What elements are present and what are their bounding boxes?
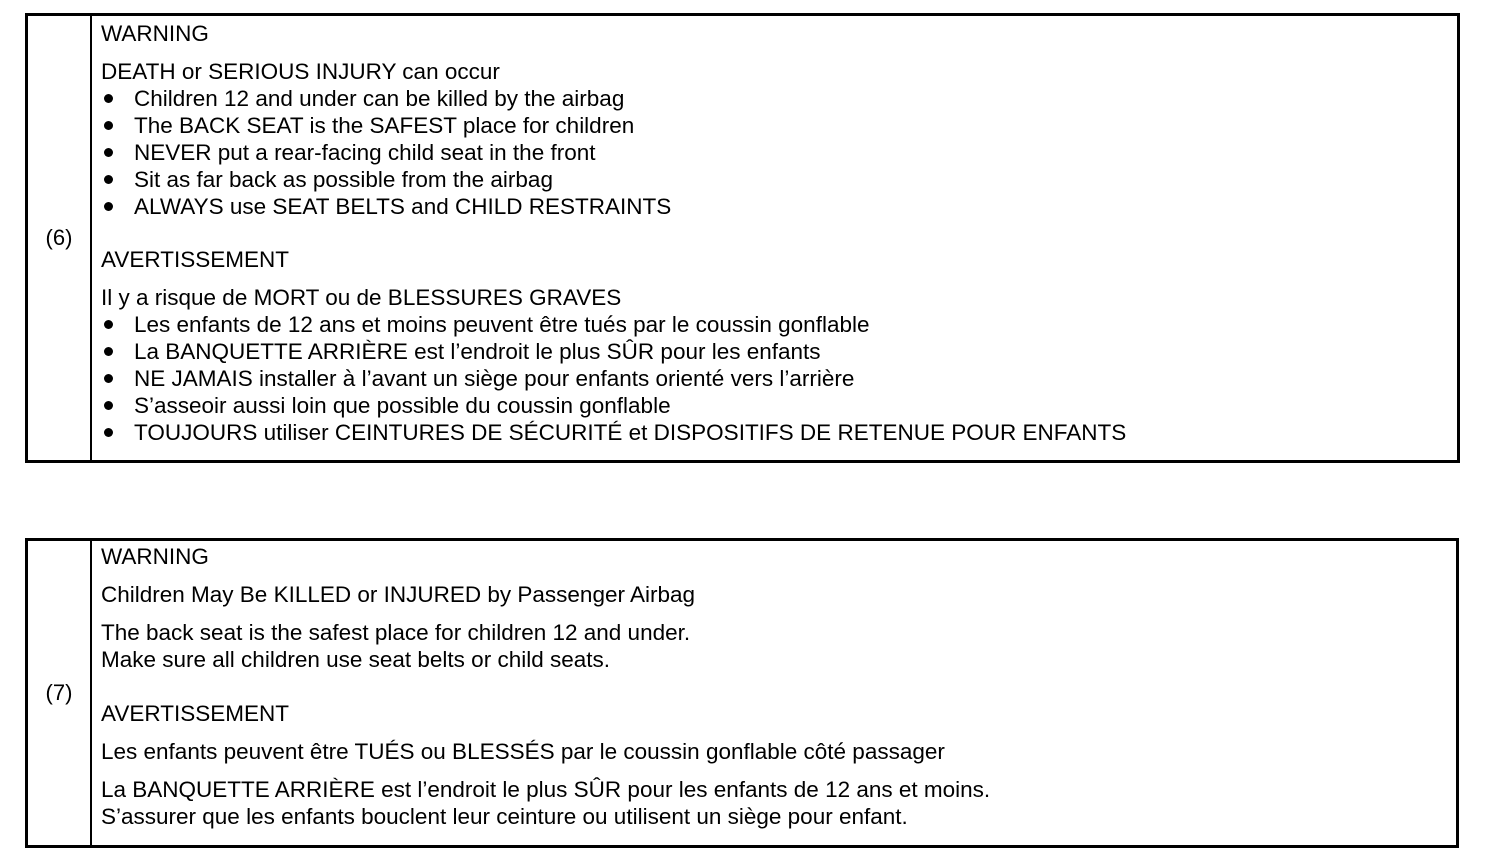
- bullet-item: NEVER put a rear-facing child seat in the front: [101, 139, 1457, 166]
- avertissement-heading: AVERTISSEMENT: [101, 247, 289, 272]
- warning-line: The back seat is the safest place for children 12 and under.: [101, 620, 691, 645]
- bullet-item: The BACK SEAT is the SAFEST place for children: [101, 112, 1457, 139]
- bullet-item: NE JAMAIS installer à l’avant un siège pour enfants orienté vers l’arrière: [101, 365, 1457, 392]
- avertissement-line: La BANQUETTE ARRIÈRE est l’endroit le plus SÛR pour les enfants de 12 ans et moins.: [101, 777, 991, 802]
- bullet-item: TOUJOURS utiliser CEINTURES DE SÉCURITÉ et DISPOSITIFS DE RETENUE POUR ENFANTS: [101, 419, 1457, 446]
- warning-subheading: DEATH or SERIOUS INJURY can occur: [101, 59, 500, 84]
- bullet-item: ALWAYS use SEAT BELTS and CHILD RESTRAINTS: [101, 193, 1457, 220]
- label-text-content: [92, 16, 1457, 460]
- avertissement-heading: AVERTISSEMENT: [101, 701, 289, 726]
- bullet-item: Les enfants de 12 ans et moins peuvent être tués par le coussin gonflable: [101, 311, 1457, 338]
- bullet-item: Children 12 and under can be killed by the airbag: [101, 85, 1457, 112]
- label-number: (7): [45, 680, 73, 705]
- label-number-column: [28, 541, 92, 845]
- avertissement-subheading: Il y a risque de MORT ou de BLESSURES GRAVES: [101, 285, 622, 310]
- warning-label-6: [25, 13, 1460, 463]
- label-number: (6): [45, 225, 73, 250]
- avertissement-line: S’assurer que les enfants bouclent leur ceinture ou utilisent un siège pour enfant.: [101, 804, 908, 829]
- warning-label-7: [25, 538, 1459, 848]
- warning-heading: WARNING: [101, 544, 209, 569]
- warning-bullet-list: [101, 85, 1457, 220]
- warning-subheading: Children May Be KILLED or INJURED by Passenger Airbag: [101, 582, 696, 607]
- bullet-item: S’asseoir aussi loin que possible du coussin gonflable: [101, 392, 1457, 419]
- warning-heading: WARNING: [101, 21, 209, 46]
- avertissement-bullet-list: [101, 311, 1457, 446]
- bullet-item: Sit as far back as possible from the airbag: [101, 166, 1457, 193]
- label-number-column: [28, 16, 92, 460]
- avertissement-subheading: Les enfants peuvent être TUÉS ou BLESSÉS par le coussin gonflable côté passager: [101, 739, 945, 764]
- label-text-content: [92, 541, 1456, 845]
- bullet-item: La BANQUETTE ARRIÈRE est l’endroit le plus SÛR pour les enfants: [101, 338, 1457, 365]
- warning-line: Make sure all children use seat belts or child seats.: [101, 647, 610, 672]
